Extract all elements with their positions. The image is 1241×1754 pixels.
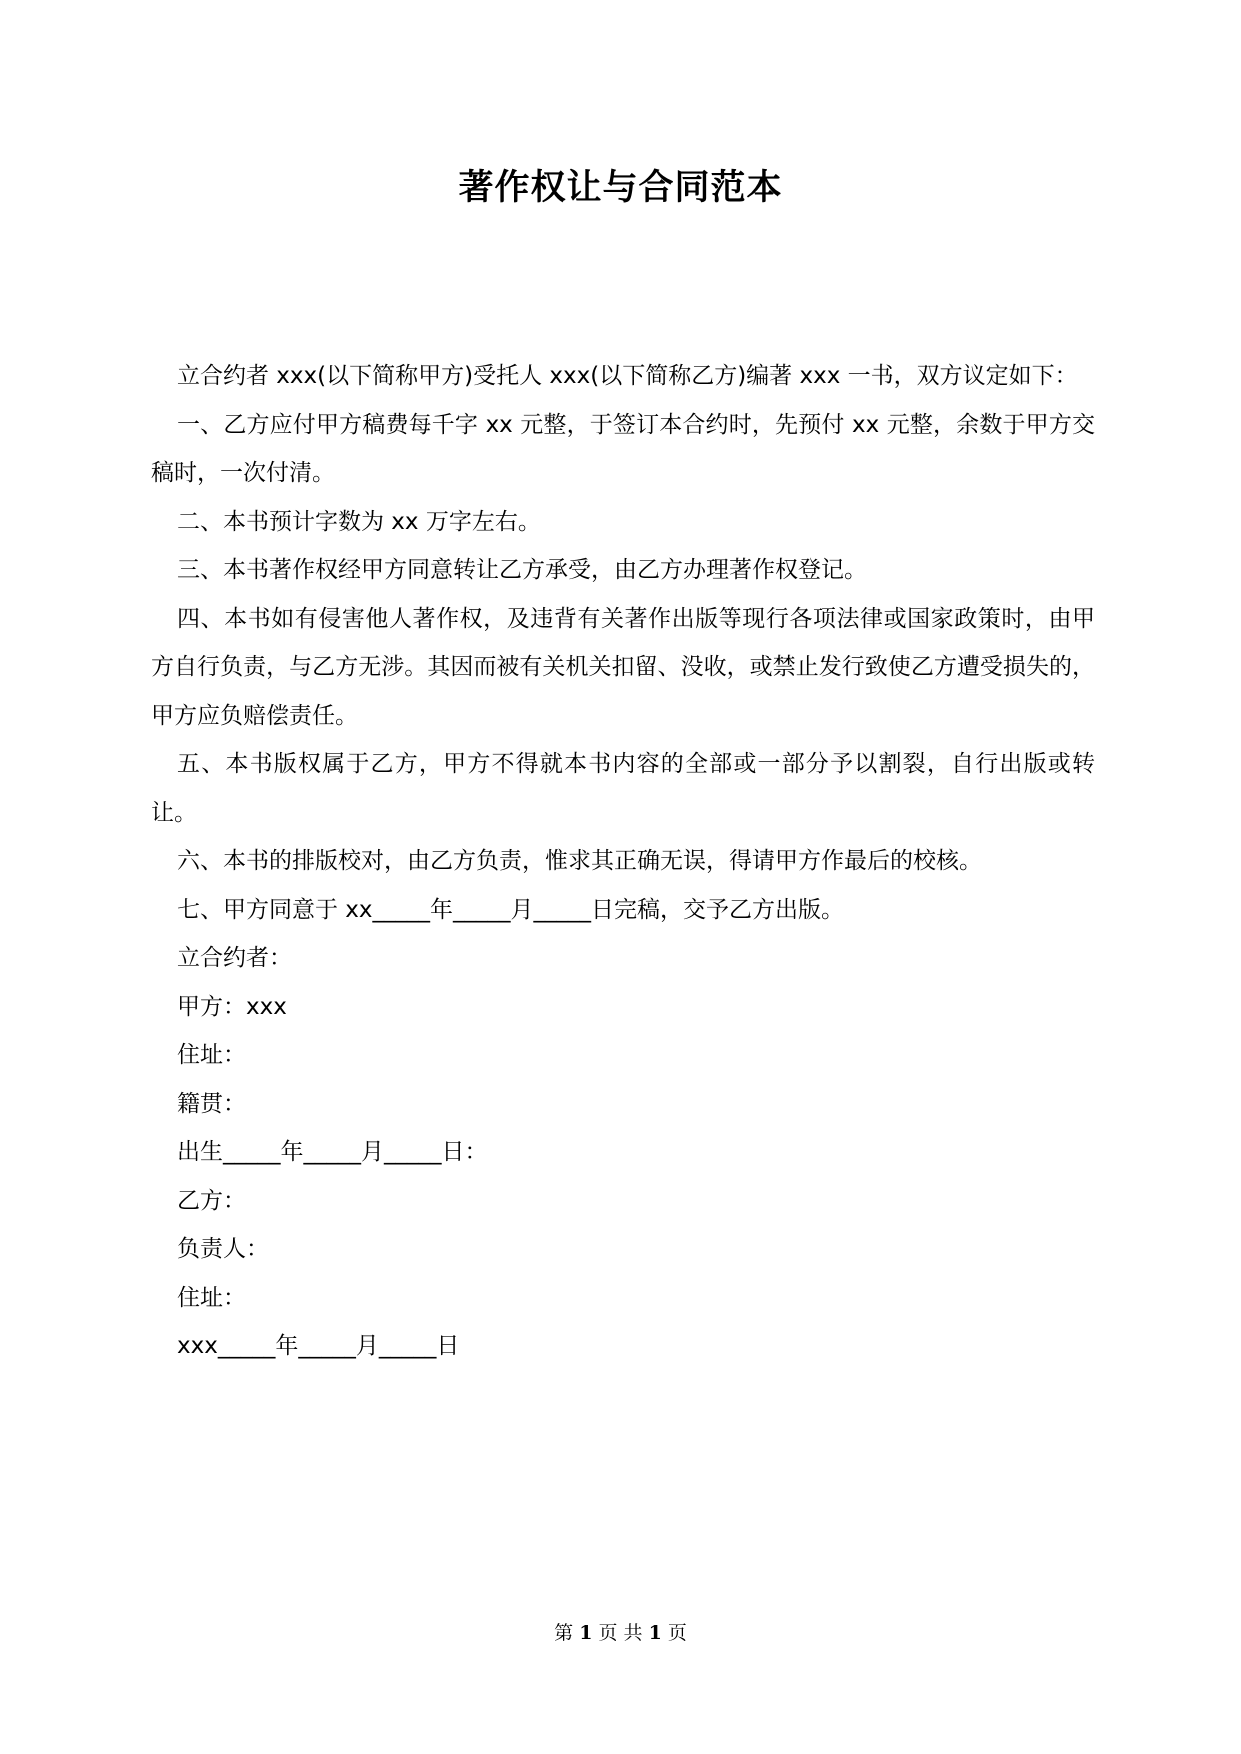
document-body	[151, 352, 1095, 1371]
party-a-birth-line: 出生_____年_____月_____日：	[177, 1139, 488, 1165]
footer-page-number: 1	[579, 1622, 593, 1644]
clause-2: 二、本书预计字数为 xx 万字左右。	[177, 508, 541, 535]
signatories-label: 立合约者：	[177, 945, 292, 971]
clause-5: 五、本书版权属于乙方，甲方不得就本书内容的全部或一部分予以割裂，自行出版或转让。	[151, 751, 1095, 826]
clause-6: 六、本书的排版校对，由乙方负责，惟求其正确无误，得请甲方作最后的校核。	[177, 848, 982, 874]
party-a-address-line: 住址：	[177, 1042, 246, 1068]
footer-suffix: 页	[667, 1622, 687, 1644]
document-title: 著作权让与合同范本	[458, 168, 783, 208]
footer-middle: 页 共	[598, 1622, 643, 1644]
clause-4: 四、本书如有侵害他人著作权，及违背有关著作出版等现行各项法律或国家政策时，由甲方自行负责，与乙方无涉。其因而被有关机关扣留、没收，或禁止发行致使乙方遭受损失的，甲方应负赔偿责任。	[151, 605, 1095, 729]
party-a-native-place-line: 籍贯：	[177, 1090, 246, 1117]
signing-date-line: xxx_____年_____月_____日	[177, 1333, 460, 1359]
clause-1: 一、乙方应付甲方稿费每千字 xx 元整，于签订本合约时，先预付 xx 元整，余数于甲方交稿时，一次付清。	[151, 411, 1095, 486]
clause-3: 三、本书著作权经甲方同意转让乙方承受，由乙方办理著作权登记。	[177, 557, 867, 583]
party-b-representative-line: 负责人：	[177, 1236, 269, 1262]
paragraph-preamble: 立合约者 xxx(以下简称甲方)受托人 xxx(以下简称乙方)编著 xxx 一书，双方议定如下：	[177, 363, 1078, 389]
footer-prefix: 第	[554, 1622, 574, 1644]
footer-total-pages: 1	[648, 1622, 662, 1644]
page-footer	[0, 1618, 1241, 1645]
party-a-line: 甲方：xxx	[177, 993, 287, 1020]
party-b-address-line: 住址：	[177, 1284, 246, 1311]
clause-7: 七、甲方同意于 xx_____年_____月_____日完稿，交予乙方出版。	[177, 896, 845, 923]
party-b-line: 乙方：	[177, 1187, 246, 1214]
